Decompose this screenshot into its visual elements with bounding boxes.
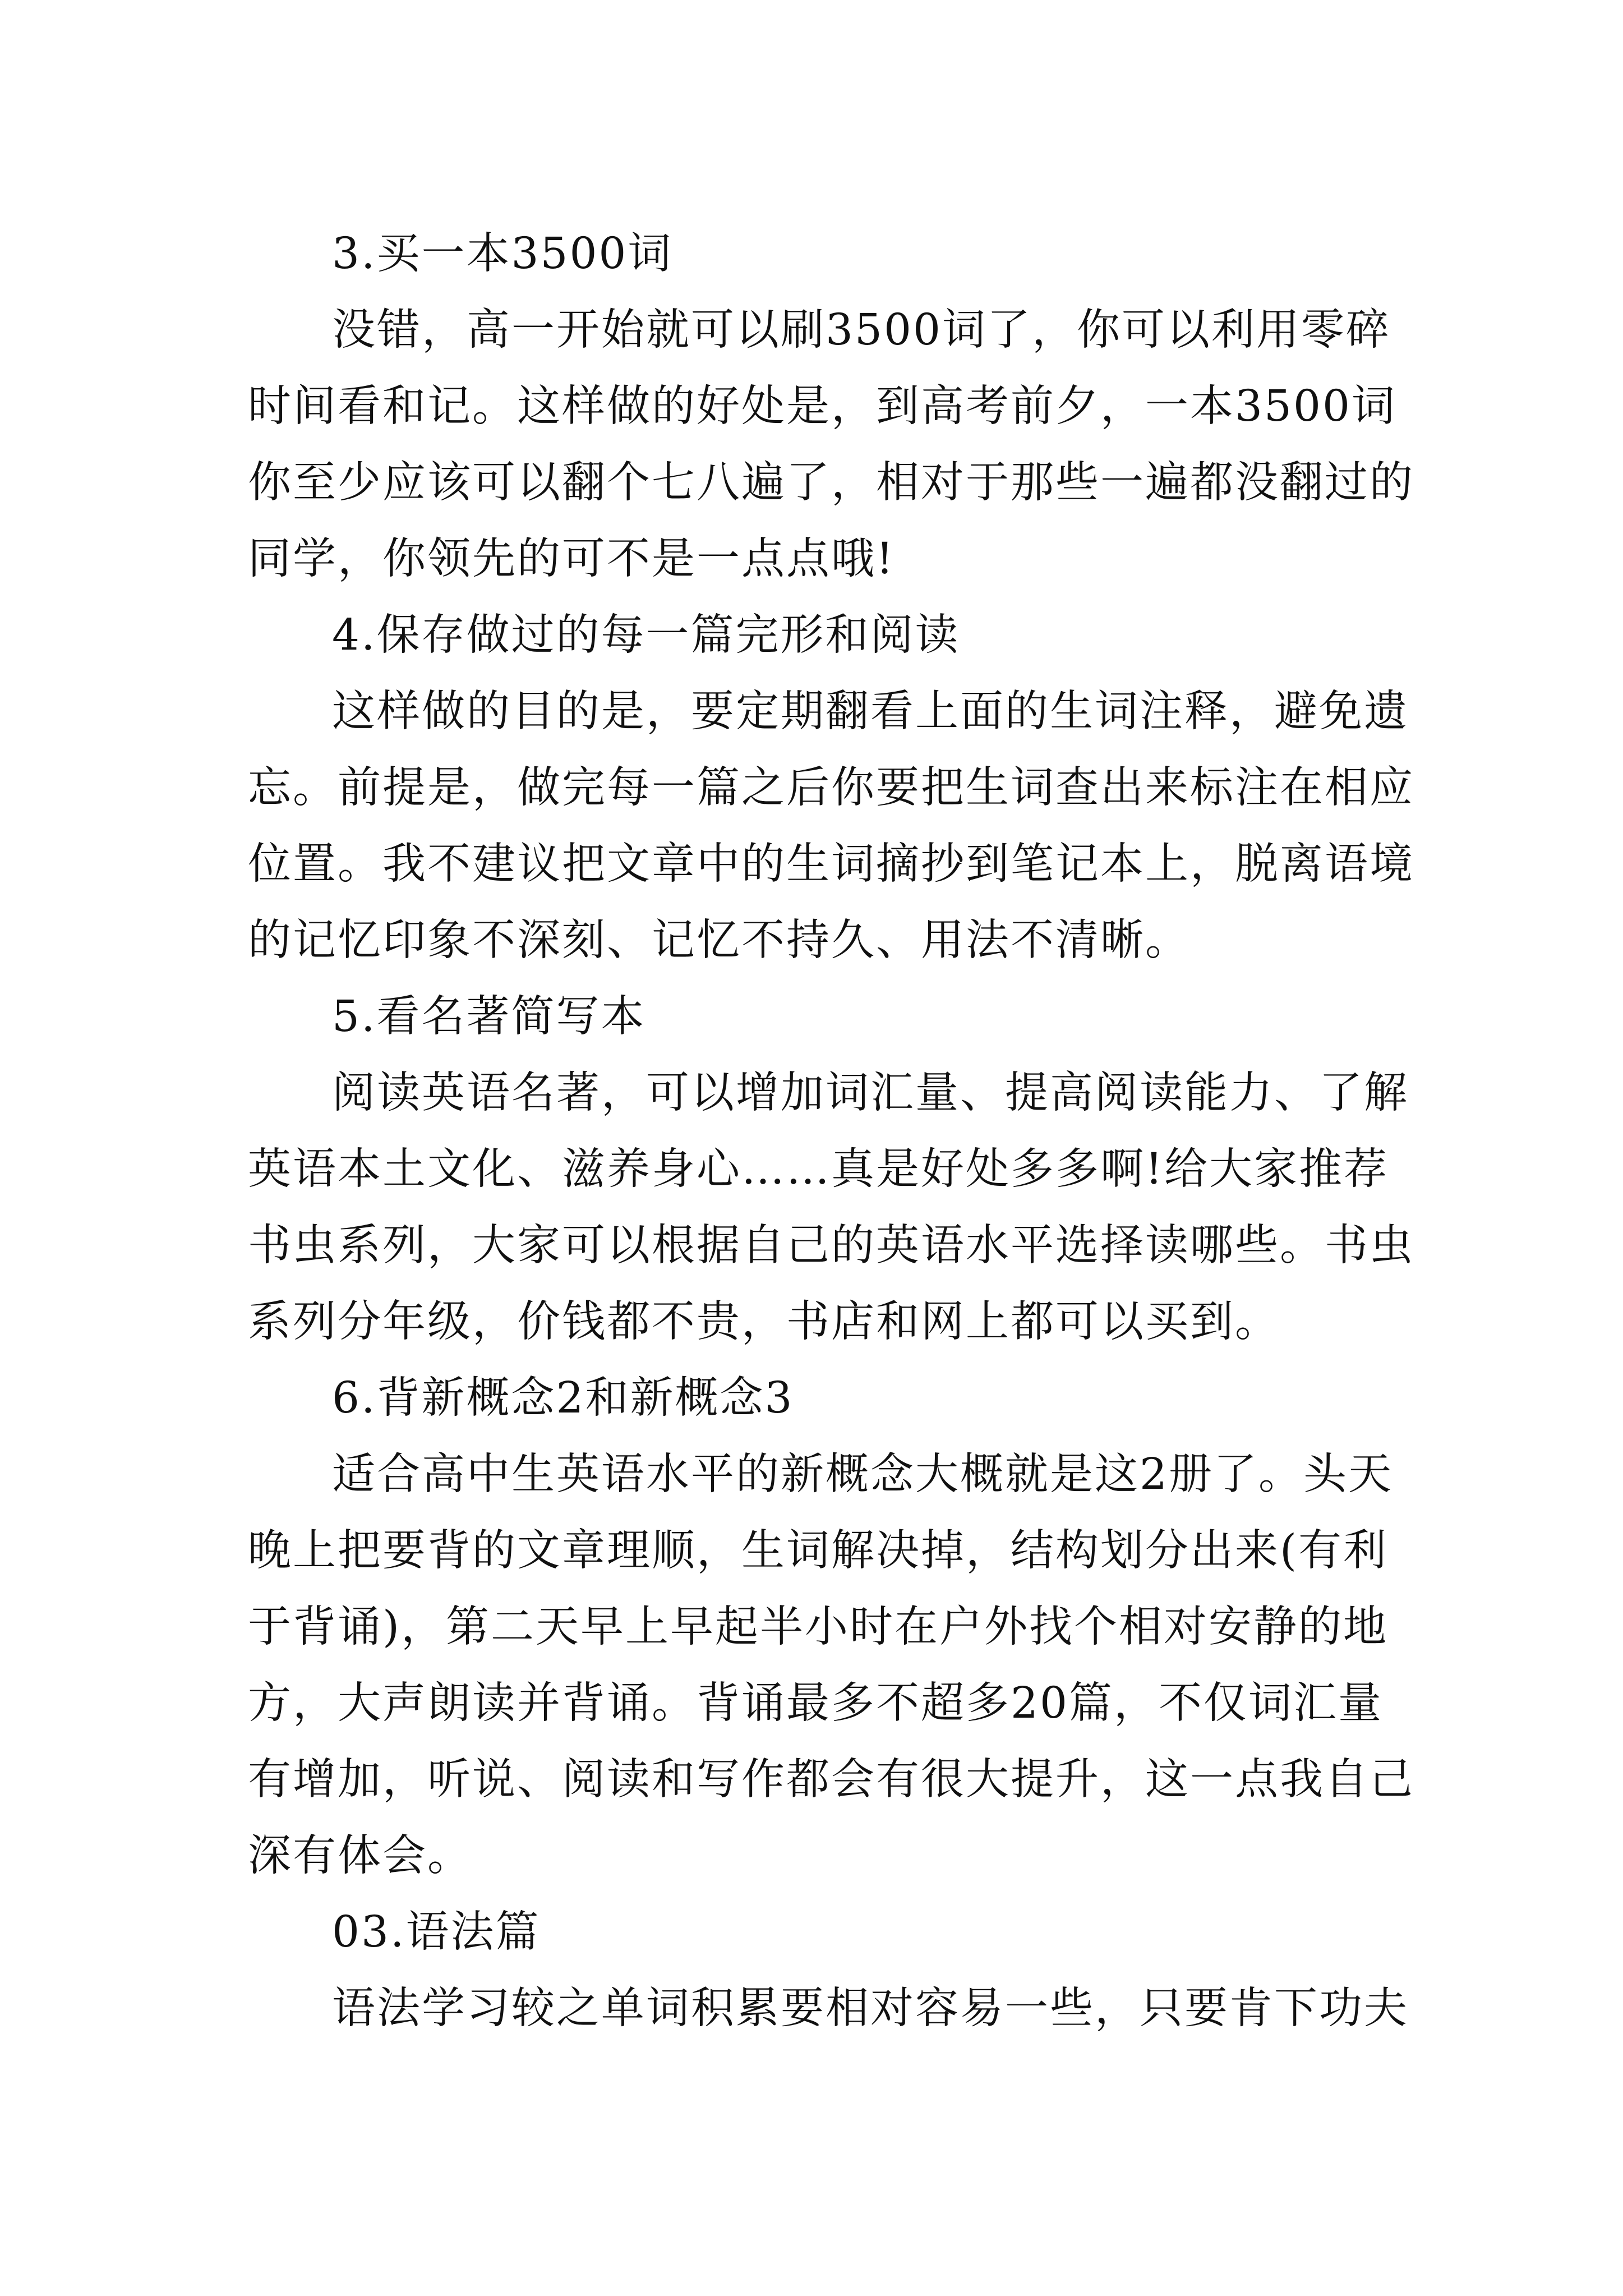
text-line: 适合高中生英语水平的新概念大概就是这2册了。头天 — [332, 1450, 1393, 1499]
heading-save-reading — [248, 597, 1375, 674]
text-line: 的记忆印象不深刻、记忆不持久、用法不清晰。 — [248, 915, 1190, 965]
text-line: 系列分年级，价钱都不贵，书店和网上都可以买到。 — [248, 1297, 1280, 1347]
paragraph-grammar-section — [248, 1971, 1409, 2047]
text-line: 方，大声朗读并背诵。背诵最多不超多20篇，不仅词汇量 — [248, 1678, 1383, 1728]
text-line: 英语本土文化、滋养身心……真是好处多多啊!给大家推荐 — [248, 1144, 1389, 1194]
text-line: 晚上把要背的文章理顺，生词解决掉，结构划分出来(有利 — [248, 1526, 1389, 1576]
heading-line: 3.买一本3500词 — [332, 229, 673, 279]
heading-grammar-section — [248, 1894, 1375, 1971]
text-line: 你至少应该可以翻个七八遍了，相对于那些一遍都没翻过的 — [248, 458, 1414, 508]
text-line: 深有体会。 — [248, 1831, 472, 1881]
paragraph-3500-words — [248, 292, 1414, 597]
text-line: 忘。前提是，做完每一篇之后你要把生词查出来标注在相应 — [248, 763, 1414, 813]
heading-buy-3500-words — [248, 216, 1375, 292]
text-line: 位置。我不建议把文章中的生词摘抄到笔记本上，脱离语境 — [248, 839, 1414, 889]
heading-line: 5.看名著简写本 — [332, 992, 646, 1042]
text-line: 有增加，听说、阅读和写作都会有很大提升，这一点我自己 — [248, 1755, 1414, 1805]
paragraph-simplified-classics — [248, 1055, 1414, 1360]
text-line: 于背诵)，第二天早上早起半小时在户外找个相对安静的地 — [248, 1602, 1389, 1652]
text-line: 没错，高一开始就可以刷3500词了，你可以利用零碎 — [332, 305, 1391, 355]
text-line: 书虫系列，大家可以根据自己的英语水平选择读哪些。书虫 — [248, 1221, 1414, 1271]
heading-line: 6.背新概念2和新概念3 — [332, 1373, 794, 1423]
heading-line: 4.保存做过的每一篇完形和阅读 — [332, 610, 960, 660]
text-line: 阅读英语名著，可以增加词汇量、提高阅读能力、了解 — [332, 1068, 1409, 1118]
text-line: 时间看和记。这样做的好处是，到高考前夕，一本3500词 — [248, 381, 1396, 431]
heading-new-concept — [248, 1360, 1375, 1437]
text-line: 语法学习较之单词积累要相对容易一些，只要肯下功夫 — [332, 1984, 1409, 2033]
paragraph-new-concept — [248, 1437, 1414, 1894]
text-line: 同学，你领先的可不是一点点哦! — [248, 534, 895, 584]
document-body — [248, 216, 1414, 2047]
paragraph-save-reading — [248, 674, 1414, 979]
heading-simplified-classics — [248, 979, 1375, 1055]
text-line: 这样做的目的是，要定期翻看上面的生词注释，避免遗 — [332, 687, 1409, 737]
heading-line: 03.语法篇 — [332, 1907, 541, 1957]
